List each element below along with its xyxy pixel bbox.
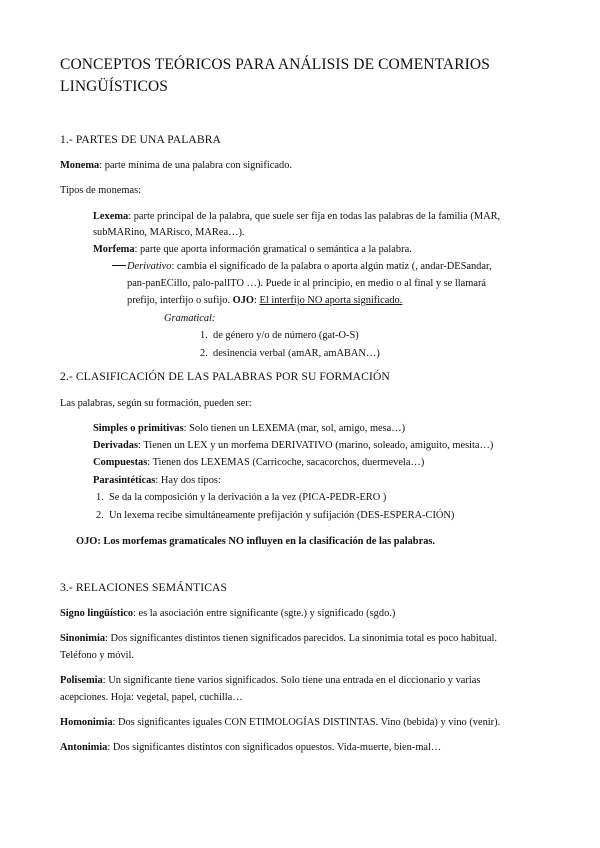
polisemia-line-2: acepciones. Hoja: vegetal, papel, cuchilla… [60, 692, 243, 703]
morfema-term: Morfema [93, 244, 135, 255]
polisemia-line [60, 673, 480, 688]
morfema-def: : parte que aporta información gramatical o semántica a la palabra. [134, 244, 412, 255]
lexema-term: Lexema [93, 211, 129, 222]
simples-term: Simples o primitivas [93, 423, 184, 434]
lexema-line [93, 209, 500, 224]
sinonimia-term: Sinonimia [60, 633, 106, 644]
derivadas-def: : Tienen un LEX y un morfema DERIVATIVO (marino, soleado, amiguito, mesita…) [138, 440, 494, 451]
monema-term: Monema [60, 160, 100, 171]
compuestas-def: : Tienen dos LEXEMAS (Carricoche, sacacorchos, duermevela…) [147, 457, 425, 468]
section-1-heading: 1.- PARTES DE UNA PALABRA [60, 133, 222, 146]
gram-item-1 [200, 328, 359, 343]
derivativo-def-3: prefijo, interfijo o sufijo. [127, 295, 233, 306]
s2-intro: Las palabras, según su formación, pueden ser: [60, 398, 252, 409]
section-2-heading: 2.- CLASIFICACIÓN DE LAS PALABRAS POR SU FORMACIÓN [60, 370, 390, 383]
sinonimia-line-2: Teléfono y móvil. [60, 650, 135, 661]
gram-item-text: de género y/o de número (gat-O-S) [213, 330, 359, 341]
gramatical-term: Gramatical: [164, 313, 216, 324]
lexema-line-2: subMARino, MARisco, MARea…). [93, 227, 245, 238]
para-item-text: Un lexema recibe simultáneamente prefijación y sufijación (DES-ESPERA-CIÓN) [109, 510, 455, 521]
signo-term: Signo lingüístico [60, 608, 134, 619]
ojo-label: OJO [232, 295, 254, 306]
page-title: CONCEPTOS TEÓRICOS PARA ANÁLISIS DE COMENTARIOS LINGÜÍSTICOS [60, 56, 490, 95]
compuestas-line [93, 455, 424, 470]
s2-ojo-note-text: OJO: Los morfemas gramaticales NO influyen en la clasificación de las palabras. [76, 536, 436, 547]
monema-line [60, 158, 292, 173]
derivadas-line [93, 438, 493, 453]
signo-def: : es la asociación entre significante (sgte.) y significado (sgdo.) [133, 608, 396, 619]
compuestas-term: Compuestas [93, 457, 148, 468]
derivadas-term: Derivadas [93, 440, 139, 451]
sinonimia-def: : Dos significantes distintos tienen significados parecidos. La sinonimia total es poco habitual. [105, 633, 497, 644]
tipos-line: Tipos de monemas: [60, 185, 142, 196]
derivativo-term: Derivativo [127, 261, 172, 272]
parasinteticas-line [93, 473, 221, 488]
polisemia-def: : Un significante tiene varios significados. Solo tiene una entrada en el diccionario y varias [102, 675, 481, 686]
homonimia-def: : Dos significantes iguales CON ETIMOLOGÍAS DISTINTAS. Vino (bebida) y vino (venir). [112, 717, 501, 728]
ojo-underlined: El interfijo NO aporta significado. [259, 295, 403, 306]
para-item-2 [96, 508, 454, 523]
ojo-colon: : [254, 295, 260, 306]
s2-ojo-note [76, 534, 435, 549]
derivativo-def: : cambia el significado de la palabra o aporta algún matiz (, andar-DESandar, [171, 261, 492, 272]
sinonimia-line [60, 631, 497, 646]
polisemia-term: Polisemia [60, 675, 103, 686]
gramatical-label [164, 311, 215, 326]
homonimia-term: Homonimia [60, 717, 113, 728]
antonimia-term: Antonimia [60, 742, 108, 753]
para-item-number: 2. [96, 510, 109, 521]
morfema-line [93, 242, 412, 257]
derivativo-blank [112, 265, 126, 266]
derivativo-line-2: pan-panECillo, palo-palITO …). Puede ir al principio, en medio o al final y se llamará [127, 278, 487, 289]
gram-item-number: 1. [200, 330, 213, 341]
gram-item-number: 2. [200, 348, 213, 359]
signo-line [60, 606, 395, 621]
lexema-def: : parte principal de la palabra, que suele ser fija en todas las palabras de la familia (MAR, [128, 211, 501, 222]
simples-def: : Solo tienen un LEXEMA (mar, sol, amigo, mesa…) [183, 423, 406, 434]
parasinteticas-def: : Hay dos tipos: [155, 475, 221, 486]
para-item-1 [96, 490, 386, 505]
derivativo-line-3 [127, 293, 402, 308]
antonimia-def: : Dos significantes distintos con significados opuestos. Vida-muerte, bien-mal… [107, 742, 442, 753]
parasinteticas-term: Parasintéticas [93, 475, 156, 486]
simples-line [93, 421, 405, 436]
gram-item-2 [200, 346, 380, 361]
homonimia-line [60, 715, 500, 730]
section-3-heading: 3.- RELACIONES SEMÁNTICAS [60, 581, 228, 594]
para-item-text: Se da la composición y la derivación a la vez (PICA-PEDR-ERO ) [109, 492, 387, 503]
gram-item-text: desinencia verbal (amAR, amABAN…) [213, 348, 380, 359]
derivativo-line [112, 259, 492, 274]
monema-def: : parte mínima de una palabra con significado. [99, 160, 292, 171]
para-item-number: 1. [96, 492, 109, 503]
antonimia-line [60, 740, 441, 755]
